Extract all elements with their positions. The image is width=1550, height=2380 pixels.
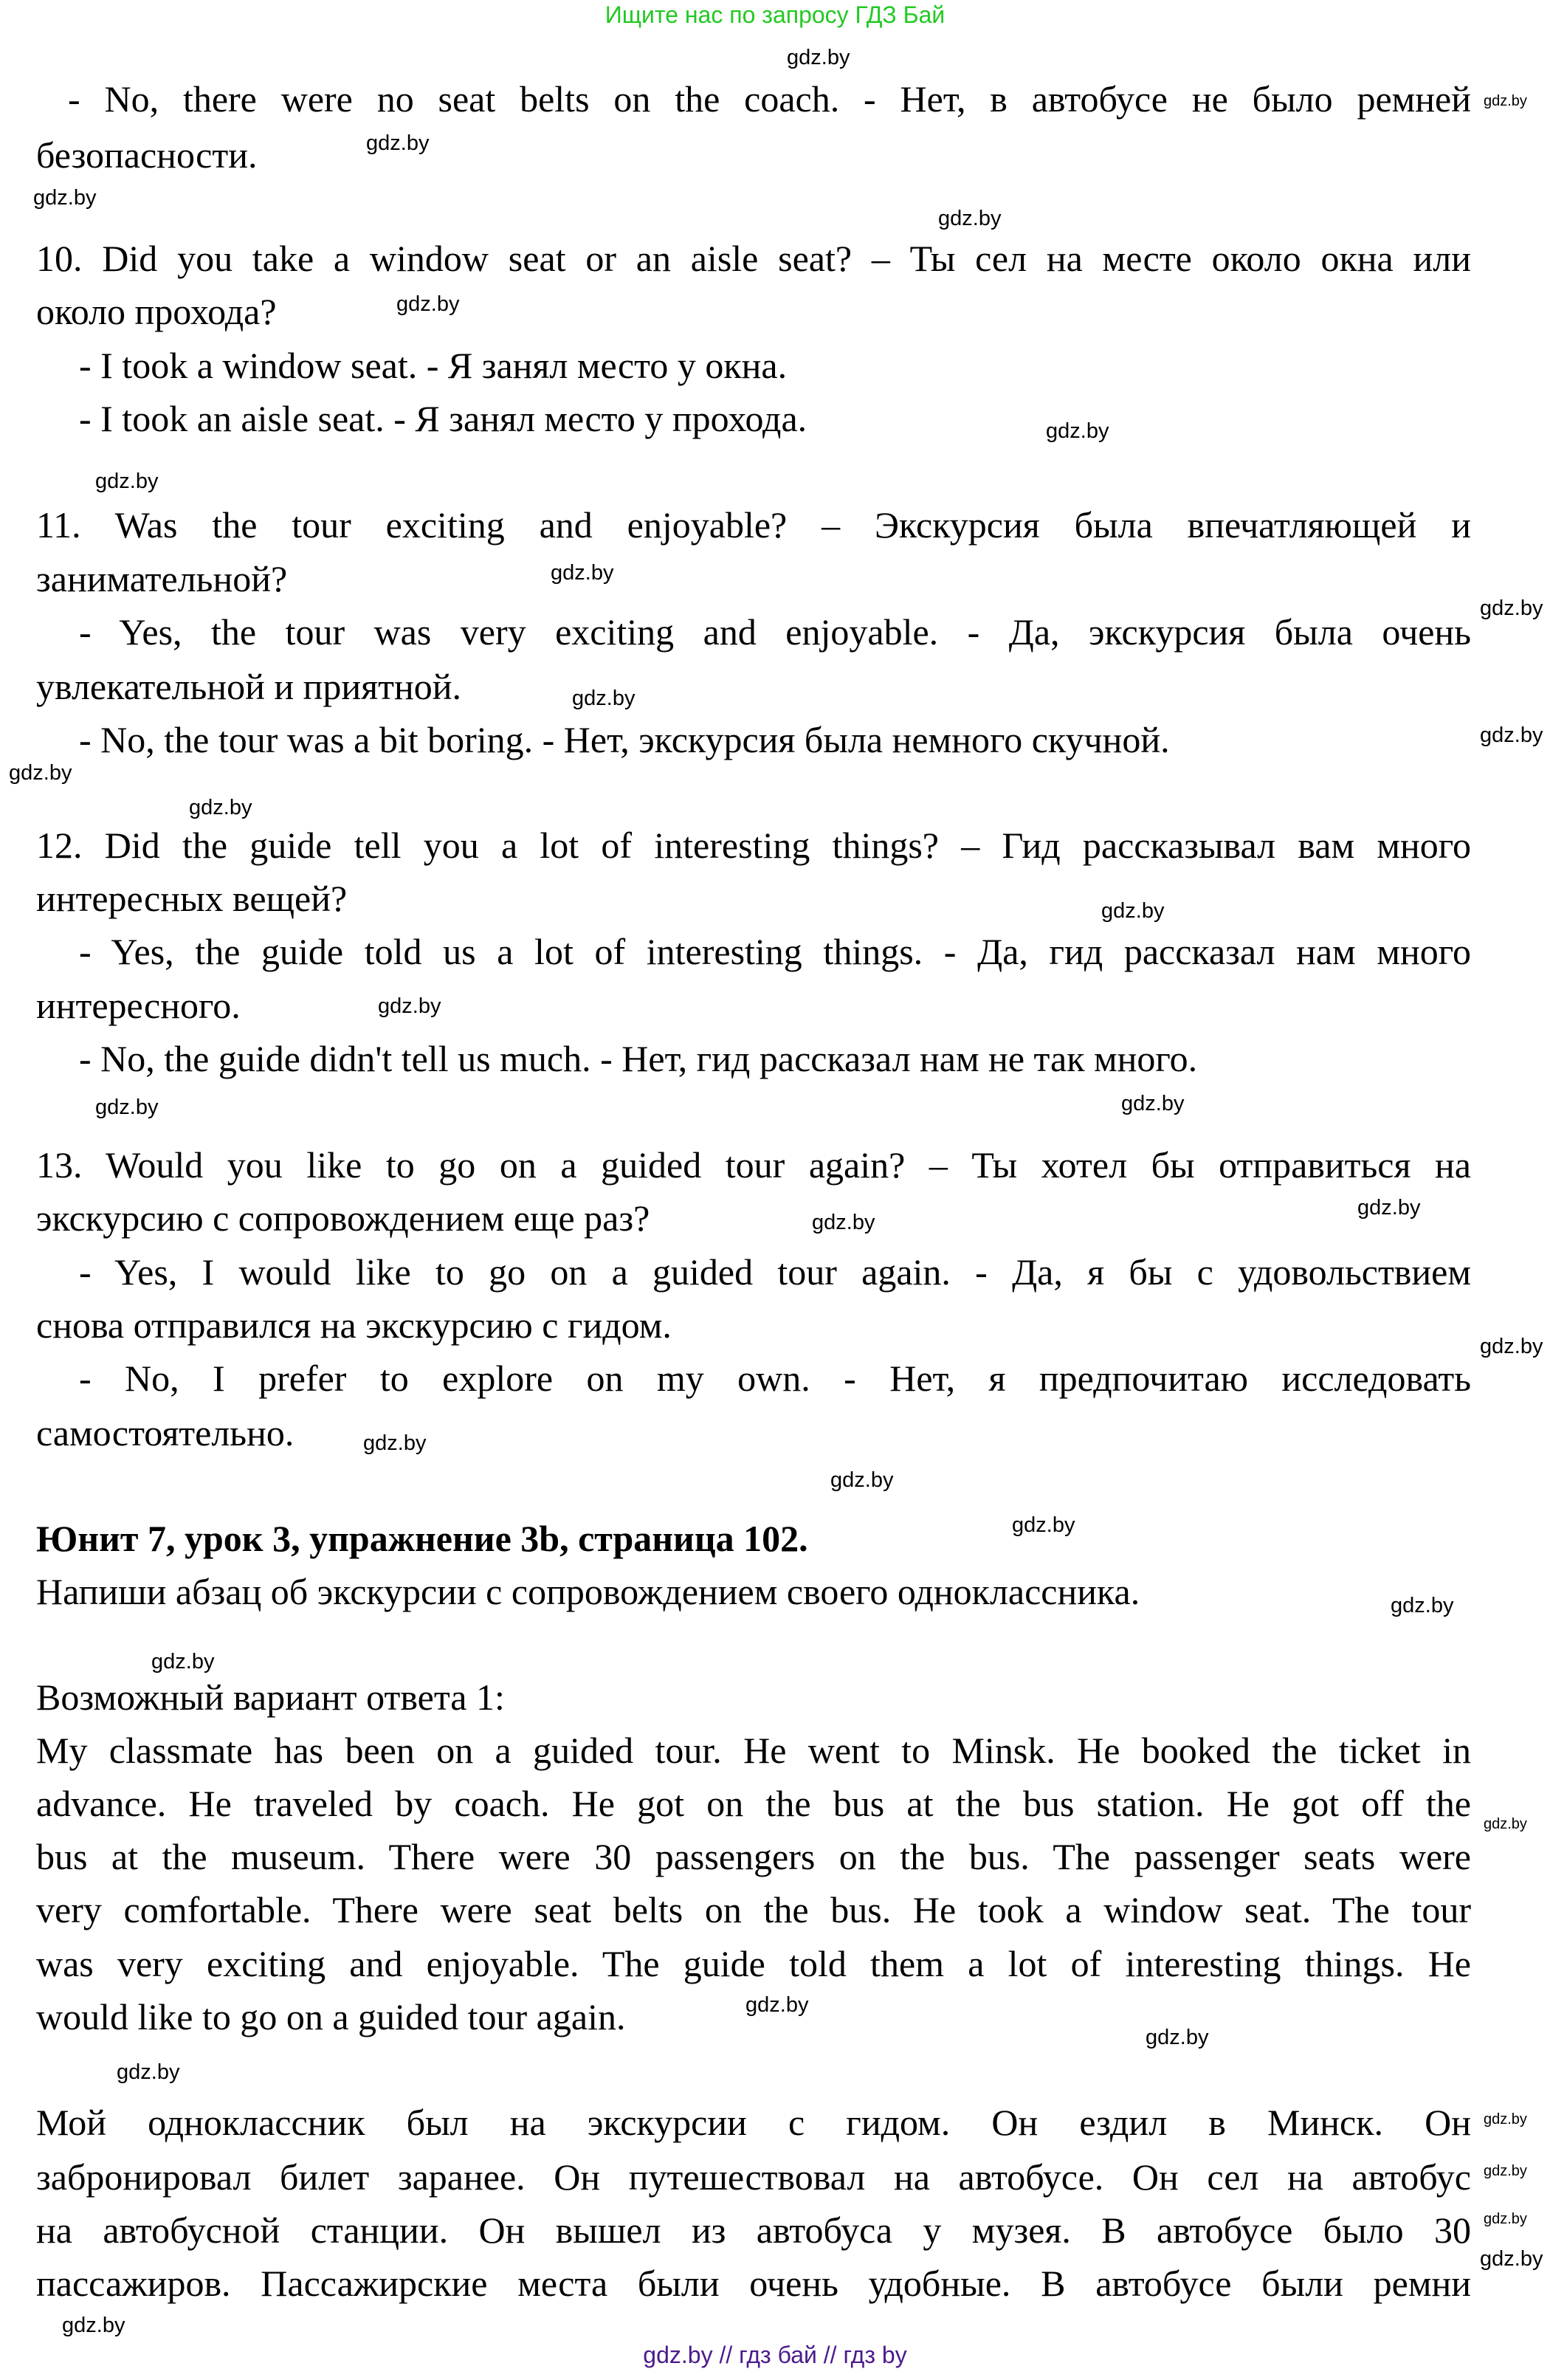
watermark: gdz.by: [1484, 2111, 1527, 2128]
text-line: Мой одноклассник был на экскурсии с гидом. Он ездил в Минск. Он: [36, 2102, 1471, 2143]
text-line: - I took a window seat. - Я занял место у окна.: [79, 345, 788, 386]
text-line: 11. Was the tour exciting and enjoyable? – Экскурсия была впечатляющей и: [36, 504, 1471, 546]
search-banner[interactable]: Ищите нас по запросу ГДЗ Бай: [604, 1, 946, 28]
text-line: 12. Did the guide tell you a lot of interesting things? – Гид рассказывал вам много: [36, 825, 1471, 866]
watermark: gdz.by: [787, 46, 850, 69]
text-line: bus at the museum. There were 30 passengers on the bus. The passenger seats were: [36, 1836, 1471, 1877]
watermark: gdz.by: [1480, 1335, 1543, 1358]
text-line: самостоятельно.: [36, 1412, 294, 1454]
watermark: gdz.by: [363, 1431, 427, 1455]
watermark: gdz.by: [1484, 2211, 1527, 2227]
watermark: gdz.by: [1121, 1092, 1185, 1115]
watermark: gdz.by: [745, 1993, 809, 2017]
watermark: gdz.by: [189, 796, 252, 819]
text-line: - Yes, the guide told us a lot of interesting things. - Да, гид рассказал нам много: [79, 931, 1471, 972]
text-line: - I took an aisle seat. - Я занял место у прохода.: [79, 398, 807, 439]
text-line: very comfortable. There were seat belts on the bus. He took a window seat. The tour: [36, 1889, 1471, 1930]
watermark: gdz.by: [1146, 2026, 1209, 2049]
text-line: advance. He traveled by coach. He got on the bus at the bus station. He got off the: [36, 1783, 1471, 1824]
watermark: gdz.by: [1391, 1594, 1454, 1617]
text-line: Напиши абзац об экскурсии с сопровождением своего одноклассника.: [36, 1571, 1140, 1612]
text-line: - No, there were no seat belts on the coach. - Нет, в автобусе не было ремней: [68, 78, 1471, 120]
section-heading: Юнит 7, урок 3, упражнение 3b, страница 102.: [36, 1518, 808, 1559]
text-line: 10. Did you take a window seat or an aisle seat? – Ты сел на месте около окна или: [36, 238, 1471, 279]
text-line: - Yes, the tour was very exciting and enjoyable. - Да, экскурсия была очень: [79, 611, 1471, 653]
text-line: около прохода?: [36, 291, 277, 332]
watermark: gdz.by: [95, 1096, 159, 1119]
text-line: увлекательной и приятной.: [36, 666, 461, 707]
watermark: gdz.by: [1480, 723, 1543, 747]
watermark: gdz.by: [62, 2314, 125, 2337]
watermark: gdz.by: [812, 1211, 875, 1234]
text-line: Возможный вариант ответа 1:: [36, 1676, 505, 1718]
text-line: снова отправился на экскурсию с гидом.: [36, 1304, 672, 1346]
text-line: интересных вещей?: [36, 878, 348, 919]
footer-links[interactable]: gdz.by // гдз бай // гдз by: [643, 2342, 907, 2368]
text-line: забронировал билет заранее. Он путешествовал на автобусе. Он сел на автобус: [36, 2156, 1471, 2198]
watermark: gdz.by: [1046, 419, 1109, 443]
text-line: My classmate has been on a guided tour. He went to Minsk. He booked the ticket in: [36, 1730, 1471, 1771]
watermark: gdz.by: [117, 2060, 180, 2084]
text-line: интересного.: [36, 985, 241, 1026]
watermark: gdz.by: [1484, 2163, 1527, 2179]
text-line: занимательной?: [36, 558, 288, 599]
watermark: gdz.by: [1480, 2247, 1543, 2271]
watermark: gdz.by: [1101, 899, 1165, 923]
text-line: пассажиров. Пассажирские места были очень удобные. В автобусе были ремни: [36, 2263, 1471, 2304]
watermark: gdz.by: [1012, 1513, 1075, 1537]
text-line: was very exciting and enjoyable. The guide told them a lot of interesting things. He: [36, 1943, 1471, 1984]
watermark: gdz.by: [366, 131, 430, 155]
text-line: 13. Would you like to go on a guided tour again? – Ты хотел бы отправиться на: [36, 1144, 1471, 1186]
watermark: gdz.by: [1484, 93, 1527, 109]
watermark: gdz.by: [151, 1650, 215, 1674]
watermark: gdz.by: [938, 207, 1002, 230]
watermark: gdz.by: [830, 1468, 894, 1492]
watermark: gdz.by: [1480, 596, 1543, 620]
watermark: gdz.by: [95, 470, 159, 493]
text-line: - No, the guide didn't tell us much. - Нет, гид рассказал нам не так много.: [79, 1038, 1198, 1079]
watermark: gdz.by: [1357, 1196, 1421, 1220]
watermark: gdz.by: [1484, 1816, 1527, 1832]
watermark: gdz.by: [572, 687, 636, 710]
watermark: gdz.by: [396, 292, 460, 316]
text-line: - Yes, I would like to go on a guided tour again. - Да, я бы с удовольствием: [79, 1251, 1471, 1293]
text-line: - No, the tour was a bit boring. - Нет, экскурсия была немного скучной.: [79, 719, 1170, 760]
text-line: на автобусной станции. Он вышел из автобуса у музея. В автобусе было 30: [36, 2209, 1471, 2251]
watermark: gdz.by: [33, 186, 97, 210]
text-line: - No, I prefer to explore on my own. - Нет, я предпочитаю исследовать: [79, 1358, 1471, 1399]
text-line: экскурсию с сопровождением еще раз?: [36, 1197, 650, 1239]
text-line: безопасности.: [36, 134, 258, 176]
watermark: gdz.by: [9, 761, 72, 785]
watermark: gdz.by: [551, 561, 614, 585]
watermark: gdz.by: [378, 994, 441, 1018]
text-line: would like to go on a guided tour again.: [36, 1996, 626, 2037]
